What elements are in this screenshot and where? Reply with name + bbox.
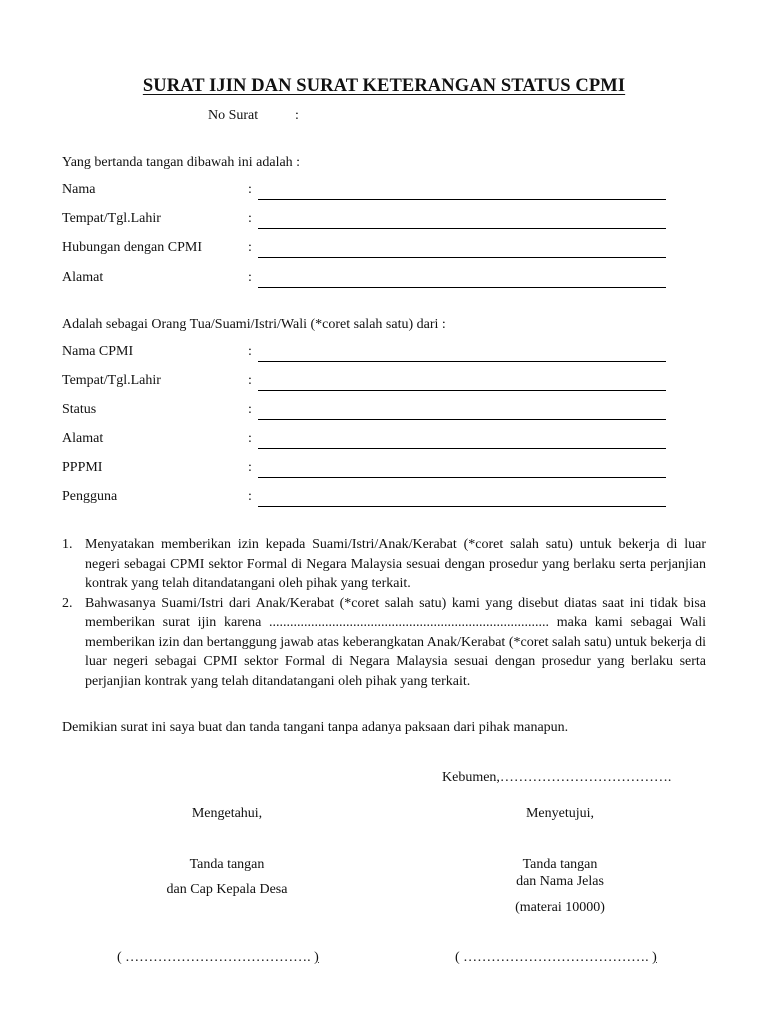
right-sig-materai: (materai 10000) [515,900,605,915]
field-row-pppmi [62,460,666,480]
field-label: Hubungan dengan CPMI [62,240,202,255]
statement-number: 2. [62,595,73,611]
paren-dots: ( …………………………………. [117,950,315,965]
field-colon: : [248,344,252,359]
statement-number: 1. [62,537,73,552]
field-colon: : [248,431,252,446]
paren-dots: ( …………………………………. [455,950,649,965]
field-colon: : [248,240,252,255]
field-label: Alamat [62,270,104,285]
field-label: Pengguna [62,489,118,504]
field-colon: : [248,182,252,197]
left-signature-blank[interactable] [117,950,319,966]
fill-line[interactable] [258,228,666,229]
fill-line[interactable] [258,477,666,478]
field-colon: : [248,402,252,417]
field-row-alamat [62,270,666,290]
field-colon: : [248,373,252,388]
field-row-pengguna [62,489,666,509]
field-label: PPPMI [62,460,103,475]
relation-text: Adalah sebagai Orang Tua/Suami/Istri/Wali (*coret salah satu) dari : [62,317,446,332]
intro-text: Yang bertanda tangan dibawah ini adalah : [62,155,301,170]
field-row-nama [62,182,666,202]
fill-line[interactable] [258,448,666,449]
document-title: SURAT IJIN DAN SURAT KETERANGAN STATUS CPMI [142,76,626,96]
field-colon: : [248,460,252,475]
no-surat-line [208,108,299,124]
statement-list [62,535,706,691]
statement-item [62,535,706,594]
field-row-nama-cpmi [62,344,666,364]
right-signature-blank[interactable] [455,950,657,966]
field-row-tempat-tgl-lahir [62,211,666,231]
field-label: Nama CPMI [62,344,134,359]
paren-close: ) [652,950,657,965]
fill-line[interactable] [258,199,666,200]
field-row-cpmi-alamat [62,431,666,451]
field-label: Status [62,402,97,417]
left-sig-line2: dan Cap Kepala Desa [166,882,288,897]
field-row-status [62,402,666,422]
left-sig-heading: Mengetahui, [191,806,263,821]
statement-item [62,594,706,692]
field-label: Alamat [62,431,104,446]
field-label: Tempat/Tgl.Lahir [62,373,161,388]
fill-line[interactable] [258,257,666,258]
right-sig-heading: Menyetujui, [525,806,595,821]
no-surat-label: No Surat [208,108,259,123]
field-label: Tempat/Tgl.Lahir [62,211,161,226]
field-label: Nama [62,182,96,197]
place-date-line: Kebumen,………………………………. [442,770,672,785]
paren-close: ) [314,950,319,965]
fill-line[interactable] [258,419,666,420]
fill-line[interactable] [258,361,666,362]
statement-text: Bahwasanya Suami/Istri dari Anak/Kerabat (*coret salah satu) kami yang disebut diatas saat ini tidak bisa memberikan surat ijin karena ................................................................................ maka kami sebagai Wali memberikan izin dan bertanggung jawab atas keberangkatan Anak/Kerabat (*coret salah satu) untuk bekerja di luar negeri sebagai CPMI sektor Formal di Negara Malaysia sesuai dengan prosedur yang berlaku serta perjanjian kontrak yang telah ditandatangani oleh pihak yang terkait. [85,595,706,689]
field-row-hubungan [62,240,666,260]
fill-line[interactable] [258,390,666,391]
field-row-cpmi-tempat-tgl-lahir [62,373,666,393]
field-colon: : [248,211,252,226]
statement-text: Menyatakan memberikan izin kepada Suami/Istri/Anak/Kerabat (*coret salah satu) untuk bekerja di luar negeri sebagai CPMI sektor Formal di Negara Malaysia sesuai dengan prosedur yang berlaku serta perjanjian kontrak yang telah ditandatangani oleh pihak yang terkait. [85,537,706,591]
left-sig-line1: Tanda tangan [189,857,265,872]
closing-text: Demikian surat ini saya buat dan tanda tangani tanpa adanya paksaan dari pihak manapun. [62,720,569,735]
no-surat-colon: : [295,108,299,123]
fill-line[interactable] [258,287,666,288]
field-colon: : [248,270,252,285]
fill-line[interactable] [258,506,666,507]
right-sig-line2: dan Nama Jelas [516,874,604,889]
right-sig-line1: Tanda tangan [522,857,598,872]
field-colon: : [248,489,252,504]
